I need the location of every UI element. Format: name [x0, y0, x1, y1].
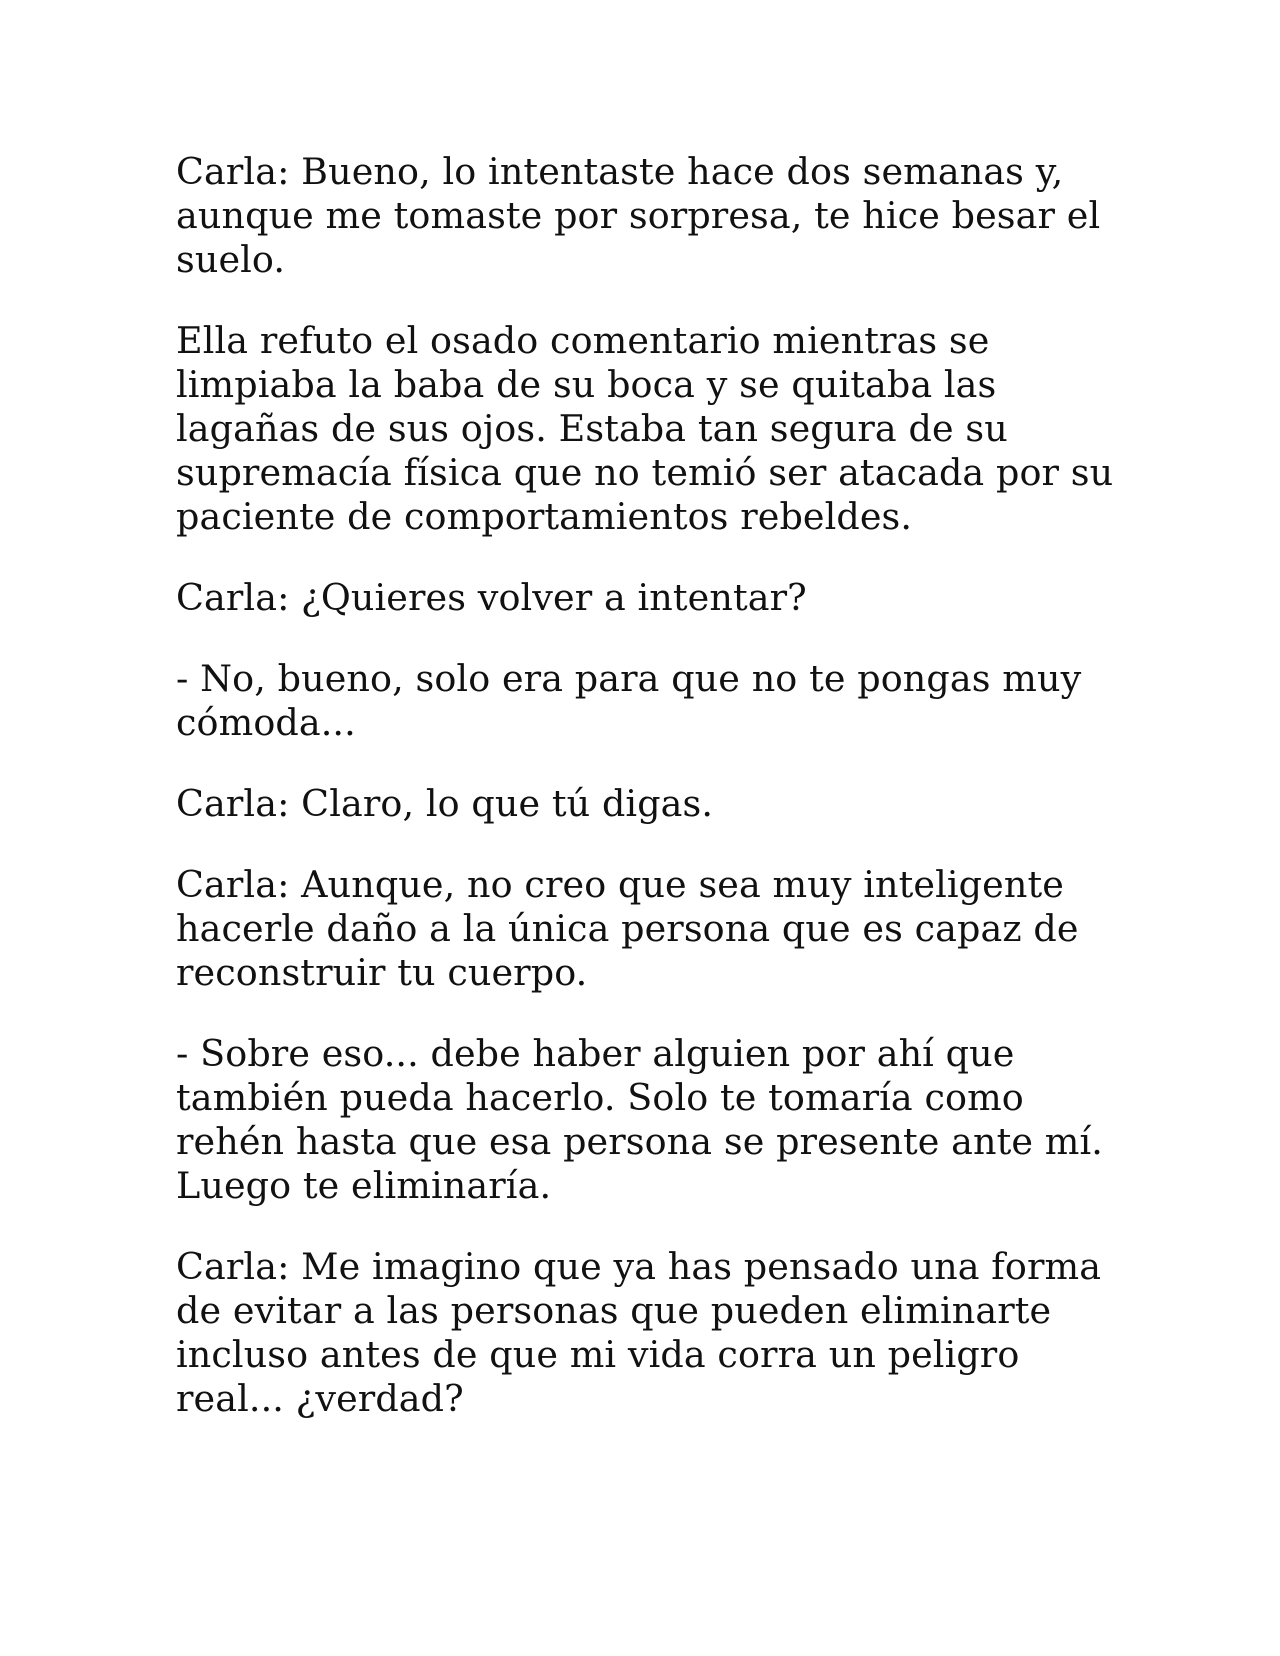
story-text: [176, 150, 1116, 1458]
paragraph-4: - No, bueno, solo era para que no te pongas muy cómoda...: [176, 657, 1082, 744]
paragraph-2: Ella refuto el osado comentario mientras se limpiaba la baba de su boca y se quitaba las lagañas de sus ojos. Estaba tan segura de su supremacía física que no temió ser atacada por su paciente de comportamientos rebeldes.: [176, 319, 1114, 538]
paragraph-1: Carla: Bueno, lo intentaste hace dos semanas y, aunque me tomaste por sorpresa, te hice besar el suelo.: [176, 150, 1101, 281]
paragraph-3: Carla: ¿Quieres volver a intentar?: [176, 576, 807, 619]
paragraph-5: Carla: Claro, lo que tú digas.: [176, 782, 714, 825]
paragraph-6: Carla: Aunque, no creo que sea muy inteligente hacerle daño a la única persona que es capaz de reconstruir tu cuerpo.: [176, 863, 1079, 994]
paragraph-8: Carla: Me imagino que ya has pensado una forma de evitar a las personas que pueden eliminarte incluso antes de que mi vida corra un peligro real... ¿verdad?: [176, 1245, 1102, 1420]
paragraph-7: - Sobre eso... debe haber alguien por ahí que también pueda hacerlo. Solo te tomaría como rehén hasta que esa persona se presente ante mí. Luego te eliminaría.: [176, 1032, 1103, 1207]
